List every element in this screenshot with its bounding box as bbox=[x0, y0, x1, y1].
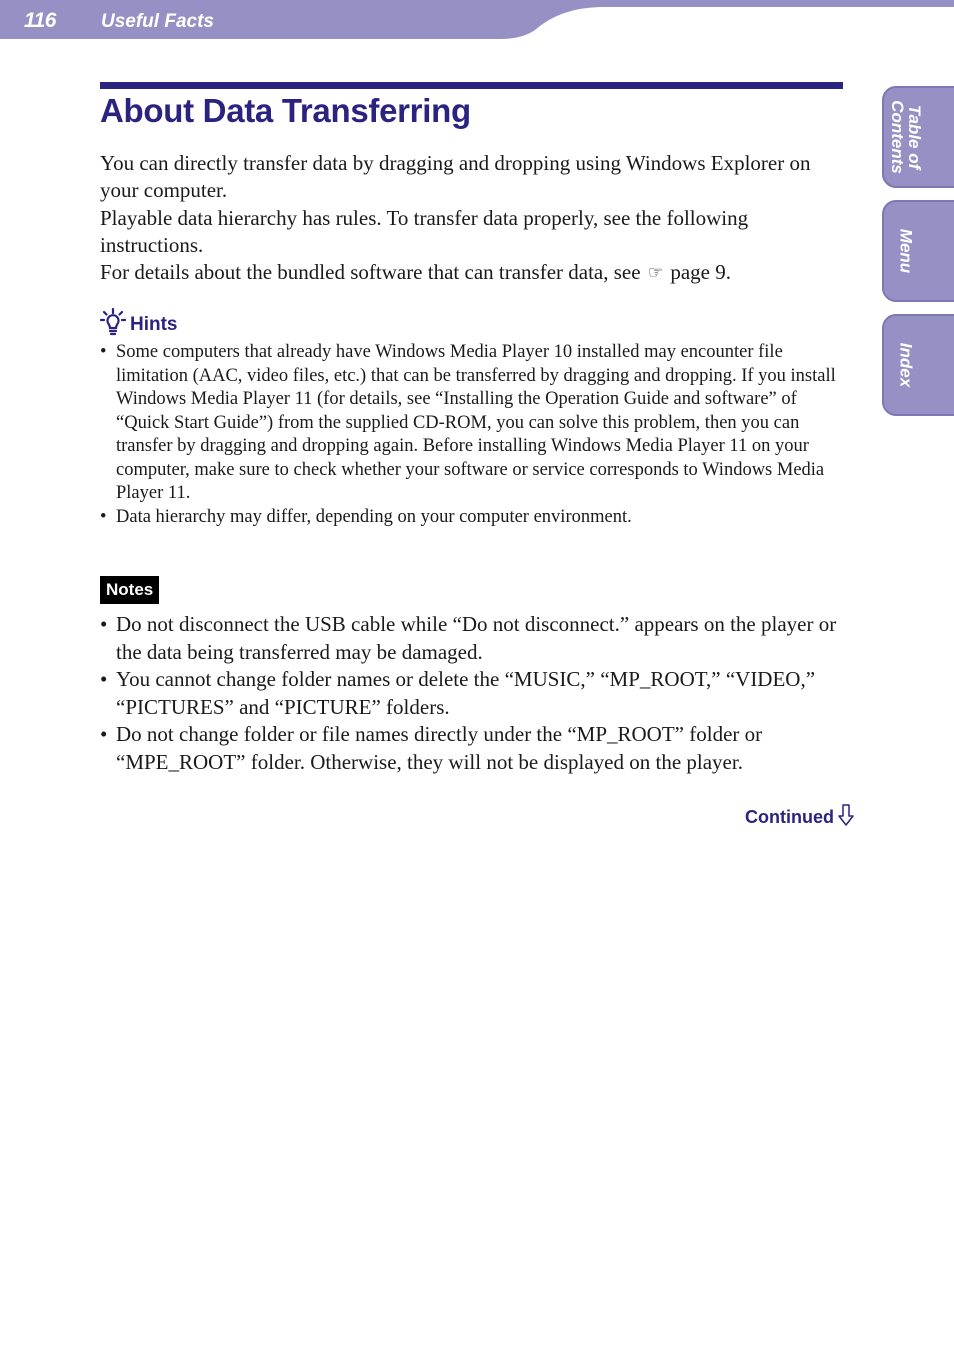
intro-text bbox=[100, 150, 840, 286]
section-title: Useful Facts bbox=[101, 11, 214, 32]
intro-details-text: For details about the bundled software that can transfer data, see bbox=[100, 260, 641, 285]
hints-label: Hints bbox=[130, 314, 178, 335]
pointing-hand-icon[interactable]: ☞ bbox=[647, 263, 664, 283]
page-number: 116 bbox=[24, 9, 56, 32]
tab-menu-label: Menu bbox=[896, 228, 916, 274]
tab-index-label: Index bbox=[896, 342, 916, 388]
tab-menu[interactable] bbox=[882, 200, 954, 302]
notes-badge: Notes bbox=[100, 576, 159, 604]
list-item: • You cannot change folder names or delete the “MUSIC,” “MP_ROOT,” “VIDEO,” “PICTURES” and “PICTURE” folders. bbox=[100, 666, 840, 721]
title-rule bbox=[100, 82, 843, 89]
page-title: About Data Transferring bbox=[100, 92, 471, 129]
list-item: • Some computers that already have Windows Media Player 10 installed may encounter file limitation (AAC, video files, etc.) that can be transferred by dragging and dropping. If you install Windows Media Player 11 (for details, see “Installing the Operation Guide and software” of “Quick Start Guide”) from the supplied CD-ROM, you can solve this problem, then you can transfer by dragging and dropping again. Before installing Windows Media Player 11 on your computer, make sure to check whether your software or service corresponds to Windows Media Player 11. bbox=[100, 341, 840, 506]
intro-paragraph: You can directly transfer data by dragging and dropping using Windows Explorer on your computer. bbox=[100, 151, 811, 203]
page-reference-link[interactable]: page 9. bbox=[670, 260, 731, 285]
tab-table-of-contents-label: Table of Contents bbox=[888, 100, 924, 174]
lightbulb-icon bbox=[100, 308, 128, 338]
tab-index[interactable] bbox=[882, 314, 954, 416]
continued-label: Continued bbox=[745, 807, 834, 827]
intro-paragraph: Playable data hierarchy has rules. To transfer data properly, see the following instructions. bbox=[100, 205, 749, 257]
list-item: • Data hierarchy may differ, depending on your computer environment. bbox=[100, 506, 840, 530]
notes-list bbox=[100, 611, 840, 776]
continued-link[interactable] bbox=[745, 804, 854, 830]
hints-list bbox=[100, 341, 840, 529]
list-item: • Do not disconnect the USB cable while “Do not disconnect.” appears on the player or the data being transferred may be damaged. bbox=[100, 611, 840, 666]
intro-paragraph-details bbox=[100, 259, 840, 286]
down-arrow-icon bbox=[838, 804, 854, 826]
list-item: • Do not change folder or file names directly under the “MP_ROOT” folder or “MPE_ROOT” folder. Otherwise, they will not be displayed on the player. bbox=[100, 721, 840, 776]
tab-table-of-contents[interactable] bbox=[882, 86, 954, 188]
